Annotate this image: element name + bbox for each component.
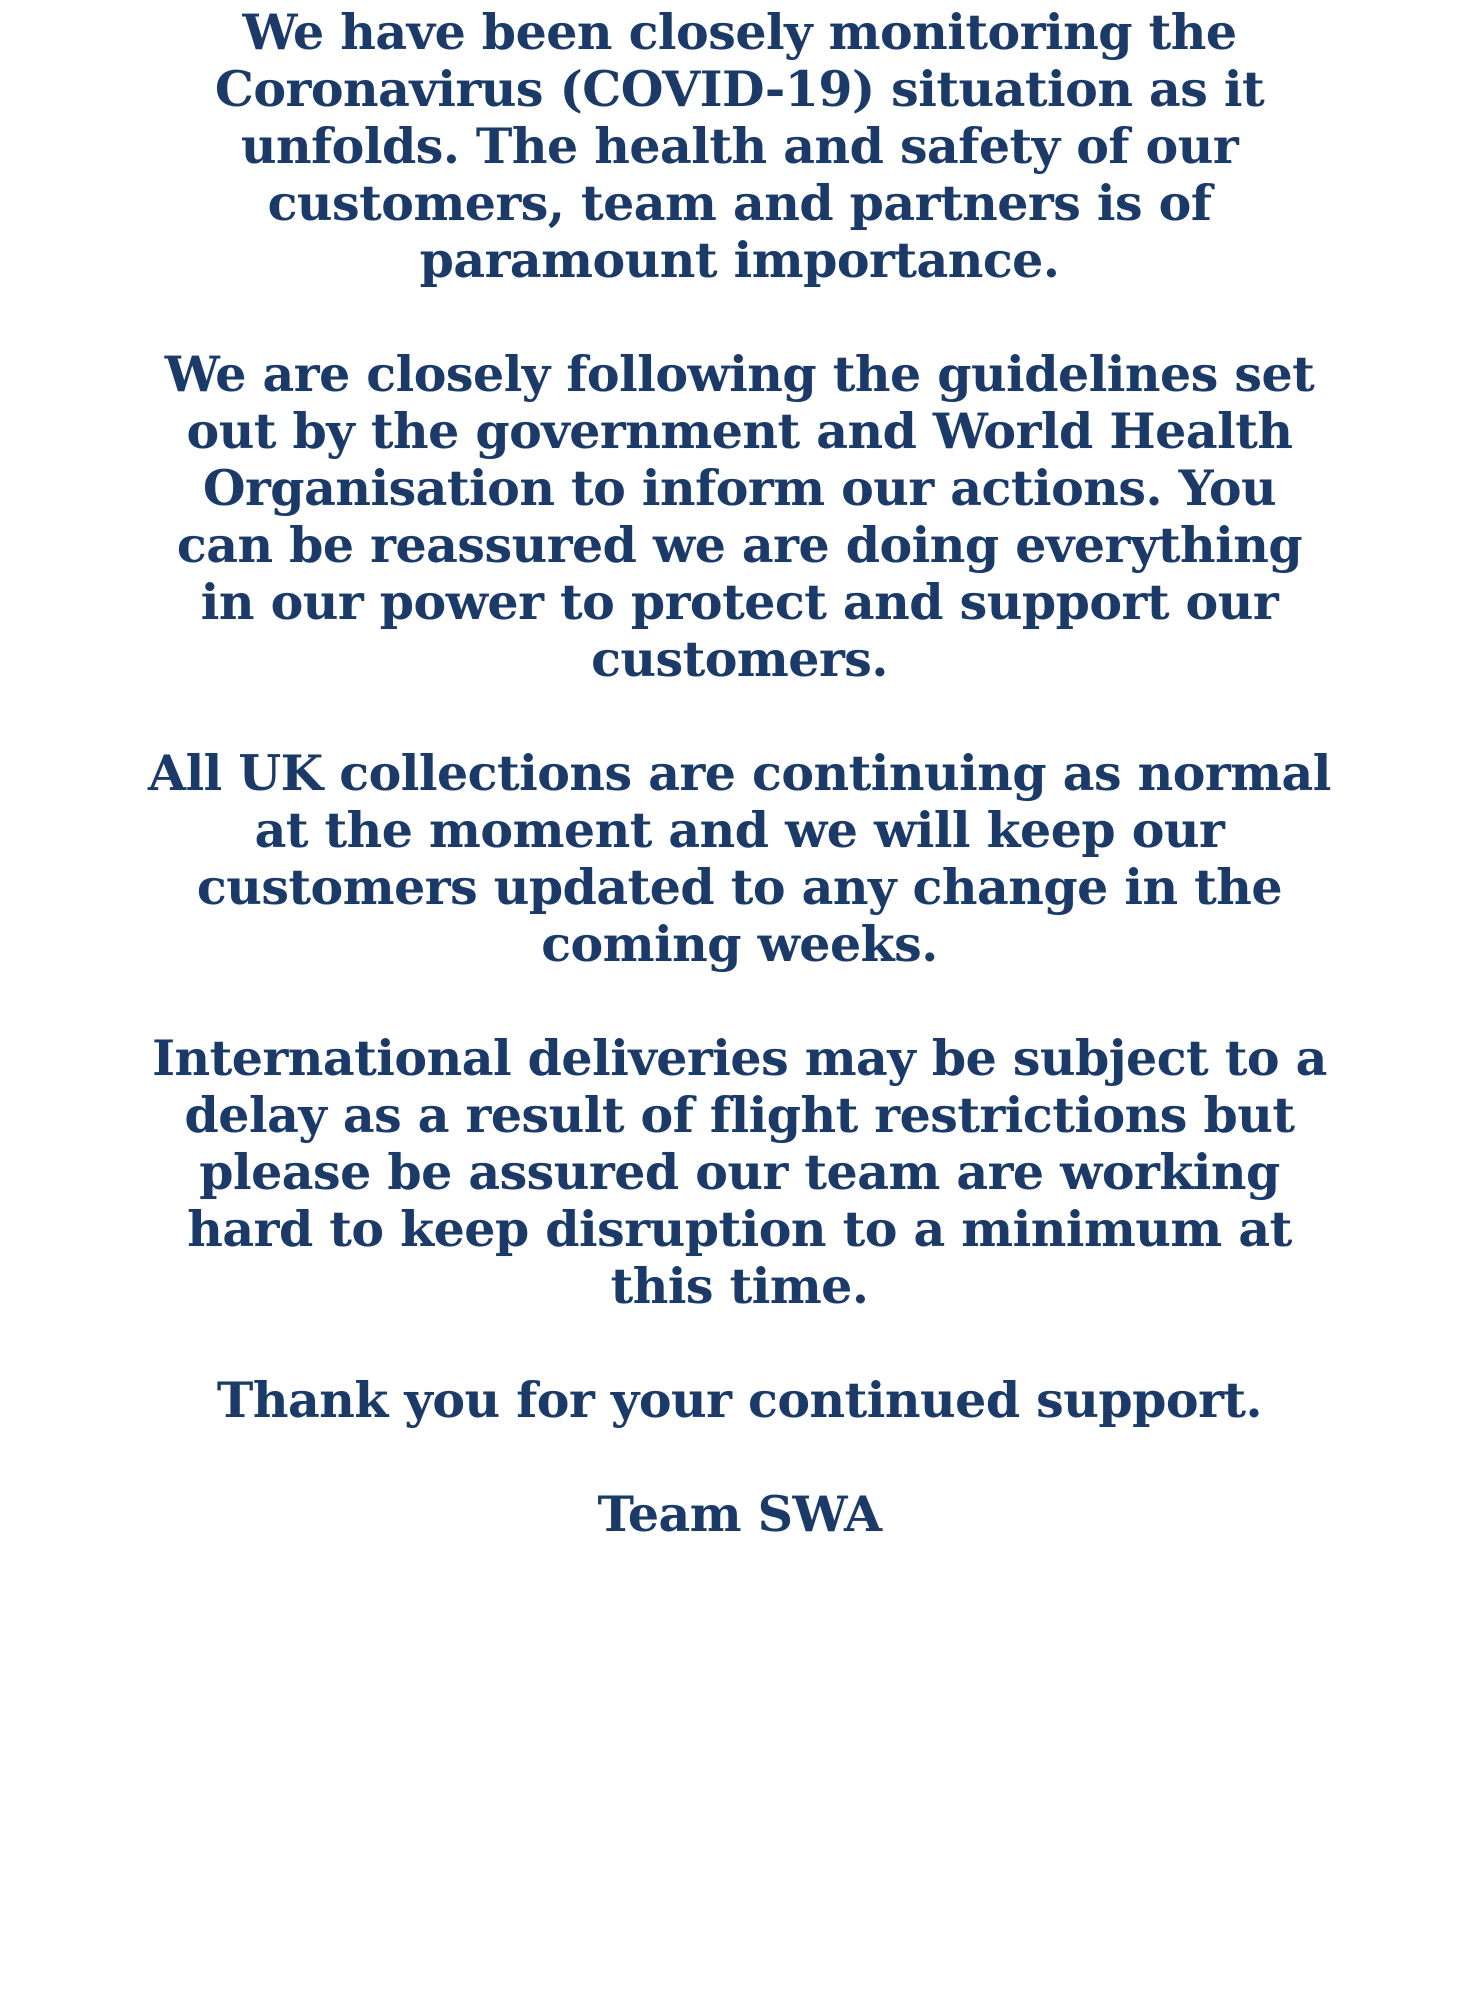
notice-line: paramount importance. — [419, 231, 1060, 289]
notice-line: customers. — [591, 630, 888, 688]
notice-line: delay as a result of flight restrictions but — [184, 1086, 1295, 1144]
notice-line: out by the government and World Health — [186, 402, 1293, 460]
notice-line: Team SWA — [597, 1485, 882, 1543]
notice-line: Thank you for your continued support. — [216, 1371, 1263, 1429]
notice-line: unfolds. The health and safety of our — [240, 117, 1239, 175]
notice-line: please be assured our team are working — [199, 1143, 1280, 1201]
notice-line: We are closely following the guidelines set — [164, 345, 1315, 403]
notice-line: Coronavirus (COVID-19) situation as it — [214, 60, 1265, 118]
notice-line: International deliveries may be subject to a — [152, 1029, 1327, 1087]
notice-paragraph-guidelines — [165, 346, 1315, 688]
notice-paragraph-monitoring — [215, 4, 1264, 289]
notice-line: Organisation to inform our actions. You — [202, 459, 1277, 517]
notice-line: We have been closely monitoring the — [242, 3, 1237, 61]
notice-paragraph-uk-collections — [148, 745, 1331, 973]
notice-paragraph-thanks — [217, 1372, 1262, 1429]
notice-line: customers, team and partners is of — [267, 174, 1212, 232]
notice-line: can be reassured we are doing everything — [176, 516, 1303, 574]
notice-line: coming weeks. — [541, 915, 938, 973]
notice-paragraph-international — [152, 1030, 1327, 1315]
notice-line: hard to keep disruption to a minimum at — [187, 1200, 1292, 1258]
notice-line: in our power to protect and support our — [200, 573, 1279, 631]
notice-line: this time. — [610, 1257, 869, 1315]
notice-signature — [598, 1486, 882, 1543]
notice-line: All UK collections are continuing as normal — [148, 744, 1331, 802]
notice-line: customers updated to any change in the — [196, 858, 1283, 916]
notice-line: at the moment and we will keep our — [254, 801, 1225, 859]
